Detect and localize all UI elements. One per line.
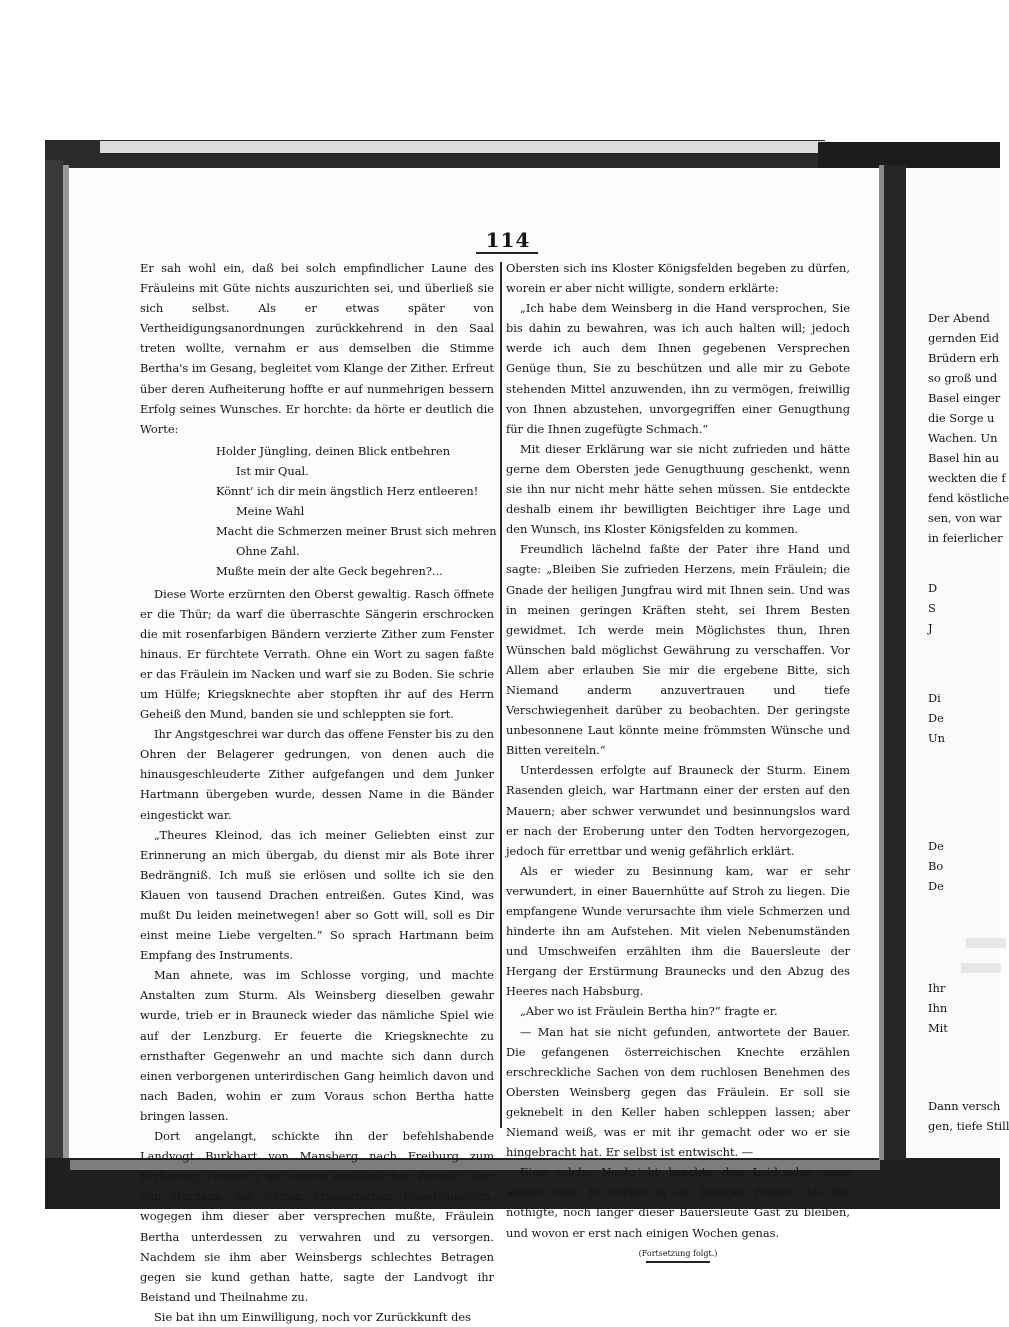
right-column	[506, 258, 850, 1263]
next-page-line-fragment: Dann versch	[928, 1099, 1001, 1113]
next-page-edge	[906, 168, 1009, 1158]
next-page-line-fragment: die Sorge u	[928, 411, 995, 425]
paragraph: Dort angelangt, schickte ihn der befehlshabende Landvogt Burkhart von Mansberg nach Freiburg zum Erzherzog Friedrich mit einem ausführlichen Bericht über den Hergang der letzten kriegerischen Begebenheiten, wogegen ihm dieser aber versprechen mußte, Fräulein Bertha unterdessen zu verwahren und zu versorgen. Nachdem sie ihm aber Weinsbergs schlechtes Betragen gegen sie kund gethan hatte, sagte der Landvogt ihr Beistand und Theilnahme zu.	[140, 1129, 494, 1304]
next-page-line-fragment: Ihn	[928, 1001, 948, 1015]
next-page-line-fragment: Basel hin au	[928, 451, 1000, 465]
next-page-line-fragment: in feierlicher	[928, 531, 1003, 545]
page-number-rule	[476, 252, 538, 254]
next-page-line-fragment: De	[928, 711, 944, 725]
next-page-line-fragment: gernden Eid	[928, 331, 1000, 345]
verse-line: Könnt' ich dir mein ängstlich Herz entleeren!	[216, 484, 479, 499]
verse-line: Ist mir Qual.	[236, 463, 309, 478]
paragraph: Man ahnete, was im Schlosse vorging, und machte Anstalten zum Sturm. Als Weinsberg dieselben gewahr wurde, trieb er in Brauneck wieder das nämliche Spiel wie auf der Lenzburg. Er feuerte die Kriegsknechte zu ernsthafter Gegenwehr an und machte sich dann durch einen verborgenen unterirdischen Gang heimlich davon und nach Baden, wohin er zum Voraus schon Bertha hatte bringen lassen.	[140, 968, 494, 1123]
scan-edge-left	[45, 160, 63, 1209]
next-page-line-fragment: Brüdern erh	[928, 351, 1000, 365]
ink-smudge	[966, 938, 1006, 948]
scan-edge-top-right	[818, 142, 1000, 168]
next-page-line-fragment: fend köstliche	[928, 491, 1009, 505]
paragraph: Sie bat ihn um Einwilligung, noch vor Zurückkunft des	[154, 1309, 471, 1324]
next-page-line-fragment: D	[928, 581, 938, 595]
next-page-line-fragment: sen, von war	[928, 511, 1002, 525]
paragraph: Unterdessen erfolgte auf Brauneck der Sturm. Einem Rasenden gleich, war Hartmann einer der ersten auf den Mauern; aber schwer verwundet und besinnungslos ward er nach der Eroberung unter den Todten hervorgezogen, jedoch für errettbar und wenig gefährlich erklärt.	[506, 763, 850, 858]
next-page-line-fragment: J	[928, 621, 933, 635]
verse-line: Ohne Zahl.	[236, 544, 300, 559]
continuation-rule	[646, 1261, 710, 1263]
scan-edge-top-light	[100, 141, 830, 153]
next-page-line-fragment: weckten die f	[928, 471, 1006, 485]
verse-line: Meine Wahl	[236, 504, 305, 519]
paragraph: Mit dieser Erklärung war sie nicht zufrieden und hätte gerne dem Obersten jede Genugthuung geschenkt, wenn sie ihn nur nicht mehr hätte sehen müssen. Sie entdeckte deshalb einem ihr bewilligten Beichtiger ihre Lage und den Wunsch, ins Kloster Königsfelden zu kommen.	[506, 441, 850, 537]
scan-edge-left-inner	[63, 165, 69, 1195]
next-page-line-fragment: so groß und	[928, 371, 998, 385]
paragraph: — Man hat sie nicht gefunden, antwortete der Bauer. Die gefangenen österreichischen Knechte erzählen erschreckliche Sachen von dem ruchlosen Benehmen des Obersten Weinsberg gegen das Fräulein. Er soll sie geknebelt in den Keller haben schleppen lassen; aber Niemand weiß, was er mit ihr gemacht oder wo er sie hingebracht hat. Er selbst ist entwischt. —	[506, 1024, 850, 1160]
verse-line: Macht die Schmerzen meiner Brust sich mehren	[216, 524, 497, 539]
book-spine	[884, 165, 906, 1160]
next-page-line-fragment: Un	[928, 731, 945, 745]
page-number: 114	[485, 228, 531, 252]
next-page-line-fragment: Di	[928, 691, 941, 705]
next-page-line-fragment: Ihr	[928, 981, 946, 995]
paragraph: „Ich habe dem Weinsberg in die Hand versprochen, Sie bis dahin zu bewahren, was ich auch halten will; jedoch werde ich auch dem Ihnen gegebenen Versprechen Genüge thun, Sie zu beschützen und alle mir zu Gebote stehenden Mittel anzuwenden, ihn zu vermögen, freiwillig von Ihnen abzustehen, unvorgegriffen einer Genugthung für die Ihnen zugefügte Schmach.“	[506, 301, 850, 436]
next-page-line-fragment: Der Abend	[928, 311, 990, 325]
song-verse	[140, 441, 497, 582]
paragraph: Als er wieder zu Besinnung kam, war er sehr verwundert, in einer Bauernhütte auf Stroh zu liegen. Die empfangene Wunde verursachte ihm viele Schmerzen und hinderte ihn am Aufstehen. Mit vielen Nebenumständen und Umschweifen erzählten ihm die Bauersleute der Hergang der Erstürmung Braunecks und den Abzug des Heeres nach Habsburg.	[506, 863, 850, 999]
paragraph: „Aber wo ist Fräulein Bertha hin?“ fragte er.	[520, 1004, 778, 1019]
verse-line: Mußte mein der alte Geck begehren?...	[216, 564, 443, 579]
next-page-line-fragment: S	[928, 601, 936, 615]
next-page-line-fragment: Bo	[928, 859, 944, 873]
ink-smudge	[961, 963, 1001, 973]
column-divider	[500, 262, 502, 1128]
next-page-line-fragment: De	[928, 879, 944, 893]
paragraph: Obersten sich ins Kloster Königsfelden begeben zu dürfen, worein er aber nicht willigte, sondern erklärte:	[506, 261, 850, 296]
verse-line: Holder Jüngling, deinen Blick entbehren	[216, 443, 451, 458]
continuation-note: (Fortsetzung folgt.)	[638, 1248, 718, 1258]
next-page-line-fragment: Mit	[928, 1021, 948, 1035]
next-page-line-fragment: gen, tiefe Still	[928, 1119, 1009, 1133]
paragraph: Ihr Angstgeschrei war durch das offene Fenster bis zu den Ohren der Belagerer gedrungen, von denen auch die hinausgeschleuderte Zither aufgefangen und dem Junker Hartmann übergeben wurde, dessen Name in die Bänder eingestickt war.	[140, 727, 494, 822]
paragraph: Diese Worte erzürnten den Oberst gewaltig. Rasch öffnete er die Thür; da warf die überraschte Sängerin erschrocken die mit rosenfarbigen Bändern verzierte Zither zum Fenster hinaus. Er fürchtete Verrath. Ohne ein Wort zu sagen faßte er das Fräulein im Nacken und warf sie zu Boden. Sie schrie um Hülfe; Kriegsknechte aber stopften ihr auf des Herrn Geheiß den Mund, banden sie und schleppten sie fort.	[140, 586, 494, 722]
paragraph: „Theures Kleinod, das ich meiner Geliebten einst zur Erinnerung an mich übergab, du dienst mir als Bote ihrer Bedrängniß. Ich muß sie erlösen und sollte ich sie den Klauen von tausend Drachen entreißen. Gutes Kind, was mußt Du leiden meinetwegen! aber so Gott will, soll es Dir einst meine Liebe vergelten.“ So sprach Hartmann beim Empfang des Instruments.	[140, 827, 494, 963]
next-page-line-fragment: De	[928, 839, 944, 853]
next-page-line-fragment: Basel einger	[928, 391, 1001, 405]
paragraph: Freundlich lächelnd faßte der Pater ihre Hand und sagte: „Bleiben Sie zufrieden Herzens, mein Fräulein; die Gnade der heiligen Jungfrau wird mit Ihnen sein. Und was in meinen geringen Kräften steht, sei Ihrem Besten gewidmet. Ich werde mein Möglichstes thun, Ihren Wünschen bald möglichst Gewährung zu verschaffen. Vor Allem aber erlauben Sie mir die ergebene Bitte, sich Niemand anderm anzuvertrauen und tiefe Verschwiegenheit darüber zu beobachten. Der geringste unbesonnene Laut könnte meine frömmsten Wünsche und Bitten vereiteln.“	[506, 542, 850, 758]
paragraph: Eine solche Nachricht brachte den Leidenden ganz ausser sich. Er verfiel in ein hitziges Fieber, das ihn nöthigte, noch länger dieser Bauersleute Gast zu bleiben, und wovon er erst nach einigen Wochen genas.	[506, 1165, 850, 1240]
left-column	[140, 258, 497, 1327]
paragraph: Er sah wohl ein, daß bei solch empfindlicher Laune des Fräuleins mit Güte nichts auszurichten sei, und überließ sie sich selbst. Als er etwas später von Vertheidigungsanordnungen zurückkehrend in den Saal treten wollte, vernahm er aus demselben die Stimme Bertha's im Gesang, begleitet vom Klange der Zither. Erfreut über deren Aufheiterung hoffte er auf nunmehrigen bessern Erfolg seines Wunsches. Er horchte: da hörte er deutlich die Worte:	[140, 261, 494, 436]
next-page-line-fragment: Wachen. Un	[928, 431, 998, 445]
